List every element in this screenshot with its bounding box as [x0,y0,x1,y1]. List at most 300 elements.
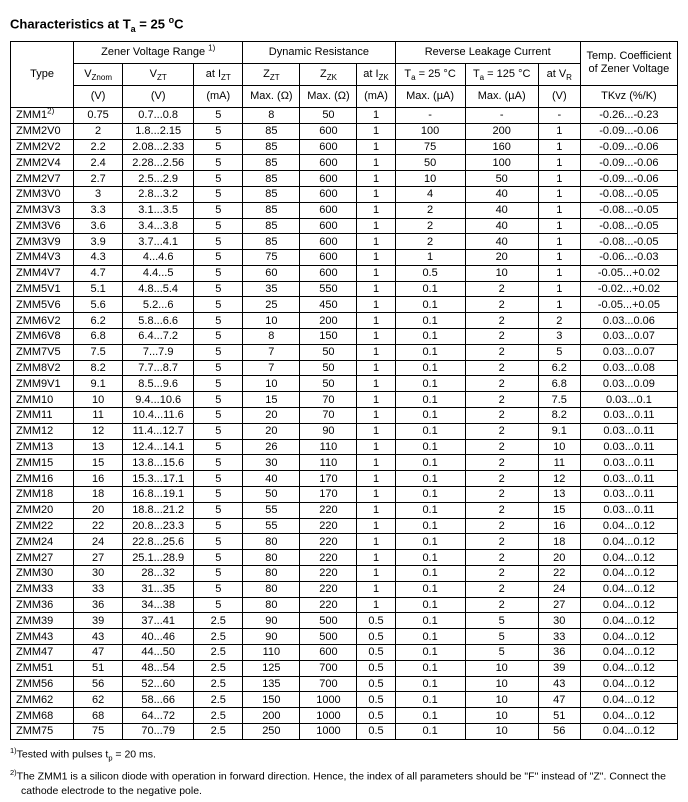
value-cell: 7.7...8.7 [123,360,194,376]
value-cell: 2 [465,297,538,313]
table-row [11,471,678,487]
value-cell: 0.03...0.11 [580,487,677,503]
value-cell: 5 [194,471,243,487]
value-cell: 7.5 [74,344,123,360]
type-cell: ZMM56 [11,676,74,692]
value-cell: 5 [194,297,243,313]
value-cell: 1 [357,597,395,613]
value-cell: 1 [538,218,580,234]
value-cell: 5 [194,344,243,360]
type-cell: ZMM4V7 [11,265,74,281]
value-cell: 2.5 [194,629,243,645]
value-cell: 1.8...2.15 [123,123,194,139]
value-cell: 5 [194,439,243,455]
table-row [11,597,678,613]
col-header-vznom: $V_{Znom}$ [74,63,123,85]
value-cell: 5 [194,123,243,139]
unit-cell: TKvz (%/K) [580,85,677,107]
value-cell: 85 [243,186,300,202]
value-cell: 58...66 [123,692,194,708]
value-cell: 1 [357,218,395,234]
value-cell: 37...41 [123,613,194,629]
value-cell: 15 [243,392,300,408]
value-cell: 1 [357,202,395,218]
value-cell: 0.04...0.12 [580,550,677,566]
type-cell: ZMM20 [11,502,74,518]
value-cell: 3.9 [74,234,123,250]
value-cell: 55 [243,518,300,534]
value-cell: 50 [300,344,357,360]
type-cell: ZMM16 [11,471,74,487]
value-cell: 220 [300,534,357,550]
value-cell: -0.09...-0.06 [580,139,677,155]
footnotes [10,744,682,802]
type-cell: ZMM13 [11,439,74,455]
value-cell: 0.7...0.8 [123,107,194,123]
value-cell: 12.4...14.1 [123,439,194,455]
value-cell: -0.05...+0.02 [580,265,677,281]
value-cell: 15.3...17.1 [123,471,194,487]
table-row [11,692,678,708]
value-cell: 75 [74,724,123,740]
value-cell: 5 [194,139,243,155]
col-header-temp-coefficient [580,41,677,85]
characteristics-table [10,41,678,740]
value-cell: 4.8...5.4 [123,281,194,297]
type-cell: ZMM27 [11,550,74,566]
value-cell: 85 [243,234,300,250]
table-row [11,171,678,187]
value-cell: 0.5 [357,629,395,645]
header-symbol-row [11,63,678,85]
value-cell: 600 [300,139,357,155]
value-cell: 75 [243,250,300,266]
value-cell: 110 [243,645,300,661]
value-cell: 1 [357,518,395,534]
value-cell: 0.04...0.12 [580,645,677,661]
value-cell: 0.5 [357,660,395,676]
value-cell: 0.04...0.12 [580,518,677,534]
value-cell: 0.1 [395,344,465,360]
value-cell: 30 [538,613,580,629]
value-cell: 5 [465,629,538,645]
value-cell: 0.1 [395,708,465,724]
type-cell: ZMM51 [11,660,74,676]
value-cell: 5 [194,502,243,518]
value-cell: 4.4...5 [123,265,194,281]
value-cell: 47 [74,645,123,661]
value-cell: 16 [538,518,580,534]
value-cell: 90 [300,423,357,439]
value-cell: 15 [74,455,123,471]
value-cell: 1 [357,360,395,376]
value-cell: 40 [243,471,300,487]
header-group-row [11,41,678,63]
value-cell: 600 [300,155,357,171]
value-cell: 1 [357,123,395,139]
value-cell: 18 [538,534,580,550]
value-cell: 75 [395,139,465,155]
type-cell: ZMM5V6 [11,297,74,313]
value-cell: 2.7 [74,171,123,187]
value-cell: 220 [300,566,357,582]
type-cell: ZMM18 [11,487,74,503]
value-cell: 20 [74,502,123,518]
value-cell: 39 [74,613,123,629]
value-cell: 1 [357,139,395,155]
type-cell: ZMM15 [11,455,74,471]
value-cell: 2.08...2.33 [123,139,194,155]
value-cell: 600 [300,645,357,661]
value-cell: 13.8...15.6 [123,455,194,471]
value-cell: 1 [357,329,395,345]
value-cell: 10 [538,439,580,455]
col-header-zzk: $Z_{ZK}$ [300,63,357,85]
table-row [11,423,678,439]
value-cell: 5.8...6.6 [123,313,194,329]
value-cell: 0.1 [395,724,465,740]
value-cell: 0.5 [357,724,395,740]
value-cell: 5 [194,423,243,439]
value-cell: 150 [243,692,300,708]
value-cell: 10 [465,676,538,692]
value-cell: 600 [300,218,357,234]
value-cell: 7...7.9 [123,344,194,360]
table-row [11,139,678,155]
value-cell: 110 [300,439,357,455]
value-cell: 0.04...0.12 [580,724,677,740]
value-cell: 0.1 [395,550,465,566]
value-cell: 10 [74,392,123,408]
value-cell: 5 [194,218,243,234]
value-cell: 2 [538,313,580,329]
value-cell: 2 [465,597,538,613]
type-cell: ZMM10 [11,392,74,408]
value-cell: 0.1 [395,313,465,329]
value-cell: 22 [74,518,123,534]
value-cell: 1 [538,123,580,139]
value-cell: 0.04...0.12 [580,581,677,597]
value-cell: 70 [300,392,357,408]
table-row [11,360,678,376]
value-cell: 11 [74,408,123,424]
value-cell: 2 [465,487,538,503]
value-cell: 50 [465,171,538,187]
value-cell: 18 [74,487,123,503]
table-row [11,566,678,582]
value-cell: 5 [194,455,243,471]
value-cell: 0.5 [357,676,395,692]
value-cell: 700 [300,676,357,692]
value-cell: 5 [465,645,538,661]
value-cell: 5 [194,566,243,582]
value-cell: 10.4...11.6 [123,408,194,424]
value-cell: 2 [395,202,465,218]
table-row [11,487,678,503]
value-cell: 0.04...0.12 [580,613,677,629]
value-cell: 27 [74,550,123,566]
table-row [11,123,678,139]
table-row [11,265,678,281]
value-cell: 0.1 [395,408,465,424]
value-cell: 0.1 [395,376,465,392]
type-cell: ZMM7V5 [11,344,74,360]
value-cell: 50 [395,155,465,171]
value-cell: 12 [538,471,580,487]
value-cell: 0.03...0.07 [580,344,677,360]
value-cell: 56 [538,724,580,740]
col-header-zzt: $Z_{ZT}$ [243,63,300,85]
value-cell: 8.5...9.6 [123,376,194,392]
value-cell: 0.03...0.1 [580,392,677,408]
value-cell: 0.1 [395,360,465,376]
value-cell: 2 [465,313,538,329]
value-cell: 0.04...0.12 [580,629,677,645]
value-cell: 5 [194,313,243,329]
value-cell: 500 [300,613,357,629]
value-cell: 10 [243,313,300,329]
value-cell: 15 [538,502,580,518]
col-header-ta125: $T_a = 125$ °C [465,63,538,85]
value-cell: 20 [243,423,300,439]
value-cell: 2 [465,392,538,408]
value-cell: 500 [300,629,357,645]
value-cell: 1 [538,139,580,155]
value-cell: 0.03...0.11 [580,471,677,487]
value-cell: 0.1 [395,676,465,692]
value-cell: 13 [538,487,580,503]
value-cell: 16.8...19.1 [123,487,194,503]
value-cell: 10 [465,265,538,281]
value-cell: 135 [243,676,300,692]
value-cell: -0.08...-0.05 [580,218,677,234]
table-row [11,234,678,250]
value-cell: -0.05...+0.05 [580,297,677,313]
table-row [11,534,678,550]
value-cell: 2.5 [194,724,243,740]
value-cell: -0.09...-0.06 [580,123,677,139]
value-cell: 6.2 [538,360,580,376]
value-cell: 5 [194,250,243,266]
value-cell: 26 [243,439,300,455]
value-cell: 1 [357,550,395,566]
table-row [11,502,678,518]
table-row [11,455,678,471]
value-cell: 1 [538,297,580,313]
type-cell: ZMM47 [11,645,74,661]
value-cell: 2.5 [194,708,243,724]
value-cell: 85 [243,123,300,139]
footnote-1: $^{1)}$Tested with pulses $t_p = 20$ ms. [10,745,156,763]
value-cell: 1 [538,234,580,250]
value-cell: 600 [300,250,357,266]
value-cell: 0.1 [395,566,465,582]
value-cell: 24 [74,534,123,550]
value-cell: 0.1 [395,297,465,313]
value-cell: 30 [243,455,300,471]
value-cell: 8.2 [538,408,580,424]
value-cell: -0.09...-0.06 [580,171,677,187]
value-cell: 600 [300,234,357,250]
value-cell: 1 [357,392,395,408]
value-cell: 9.1 [538,423,580,439]
value-cell: -0.06...-0.03 [580,250,677,266]
value-cell: -0.08...-0.05 [580,234,677,250]
value-cell: 33 [74,581,123,597]
value-cell: 9.1 [74,376,123,392]
value-cell: 5 [194,376,243,392]
value-cell: 0.1 [395,660,465,676]
value-cell: 0.04...0.12 [580,676,677,692]
value-cell: 2 [74,123,123,139]
value-cell: 1 [538,265,580,281]
value-cell: 6.8 [538,376,580,392]
value-cell: 220 [300,518,357,534]
value-cell: 1 [357,471,395,487]
value-cell: 0.1 [395,439,465,455]
value-cell: 48...54 [123,660,194,676]
value-cell: 5 [194,518,243,534]
table-row [11,392,678,408]
value-cell: 0.1 [395,471,465,487]
table-row [11,613,678,629]
value-cell: 3.6 [74,218,123,234]
table-header [11,41,678,107]
type-cell: ZMM3V6 [11,218,74,234]
value-cell: 36 [538,645,580,661]
value-cell: 2 [395,234,465,250]
value-cell: 10 [243,376,300,392]
value-cell: 0.03...0.11 [580,502,677,518]
value-cell: 0.1 [395,597,465,613]
value-cell: 51 [74,660,123,676]
table-row [11,645,678,661]
col-group-reverse-leakage-current: Reverse Leakage Current [395,41,580,63]
value-cell: 5 [194,107,243,123]
value-cell: 3.7...4.1 [123,234,194,250]
value-cell: 1 [538,186,580,202]
table-row [11,250,678,266]
value-cell: 0.04...0.12 [580,708,677,724]
value-cell: 2 [465,455,538,471]
value-cell: 2 [465,566,538,582]
value-cell: 0.03...0.06 [580,313,677,329]
value-cell: 28...32 [123,566,194,582]
value-cell: 1 [357,281,395,297]
value-cell: 110 [300,455,357,471]
value-cell: 22 [538,566,580,582]
value-cell: 70...79 [123,724,194,740]
value-cell: 1 [357,313,395,329]
value-cell: 2.5 [194,613,243,629]
value-cell: 1 [357,265,395,281]
value-cell: 5 [194,234,243,250]
value-cell: 85 [243,218,300,234]
value-cell: 40...46 [123,629,194,645]
value-cell: 4...4.6 [123,250,194,266]
value-cell: 5 [194,534,243,550]
value-cell: 16 [74,471,123,487]
type-cell: ZMM1$^{2)}$ [11,107,74,123]
value-cell: 25 [243,297,300,313]
value-cell: 170 [300,487,357,503]
value-cell: 0.5 [357,645,395,661]
value-cell: 52...60 [123,676,194,692]
value-cell: 0.04...0.12 [580,660,677,676]
value-cell: 2 [465,518,538,534]
value-cell: 43 [538,676,580,692]
value-cell: 100 [395,123,465,139]
value-cell: 5 [538,344,580,360]
table-row [11,629,678,645]
value-cell: 600 [300,265,357,281]
value-cell: 1 [357,455,395,471]
value-cell: 5.1 [74,281,123,297]
value-cell: 10 [465,660,538,676]
table-row [11,439,678,455]
value-cell: 7 [243,360,300,376]
value-cell: 20 [538,550,580,566]
value-cell: 2.5...2.9 [123,171,194,187]
value-cell: 7 [243,344,300,360]
table-row [11,660,678,676]
value-cell: 68 [74,708,123,724]
value-cell: 600 [300,123,357,139]
unit-cell: (V) [123,85,194,107]
value-cell: 100 [465,155,538,171]
value-cell: 5 [194,155,243,171]
type-cell: ZMM2V2 [11,139,74,155]
value-cell: 3 [538,329,580,345]
table-row [11,329,678,345]
value-cell: 80 [243,550,300,566]
unit-cell: (mA) [357,85,395,107]
col-header-vr: at $V_R$ [538,63,580,85]
value-cell: 5 [194,329,243,345]
table-row [11,202,678,218]
value-cell: 0.1 [395,534,465,550]
value-cell: 0.1 [395,487,465,503]
value-cell: 3.4...3.8 [123,218,194,234]
value-cell: 1000 [300,708,357,724]
value-cell: 1 [357,487,395,503]
table-row [11,376,678,392]
value-cell: 550 [300,281,357,297]
value-cell: 0.5 [395,265,465,281]
value-cell: 170 [300,471,357,487]
value-cell: 1 [357,297,395,313]
value-cell: -0.08...-0.05 [580,186,677,202]
table-row [11,724,678,740]
value-cell: 1 [357,566,395,582]
value-cell: 600 [300,186,357,202]
col-header-type: Type [11,41,74,107]
type-cell: ZMM11 [11,408,74,424]
value-cell: 13 [74,439,123,455]
col-header-izk: at $I_{ZK}$ [357,63,395,85]
table-row [11,297,678,313]
value-cell: 0.5 [357,613,395,629]
value-cell: 0.04...0.12 [580,566,677,582]
value-cell: 0.03...0.11 [580,423,677,439]
value-cell: 2.5 [194,692,243,708]
value-cell: 0.03...0.08 [580,360,677,376]
value-cell: 0.1 [395,629,465,645]
value-cell: 1 [357,107,395,123]
value-cell: 2.28...2.56 [123,155,194,171]
value-cell: 2 [465,423,538,439]
value-cell: 11.4...12.7 [123,423,194,439]
